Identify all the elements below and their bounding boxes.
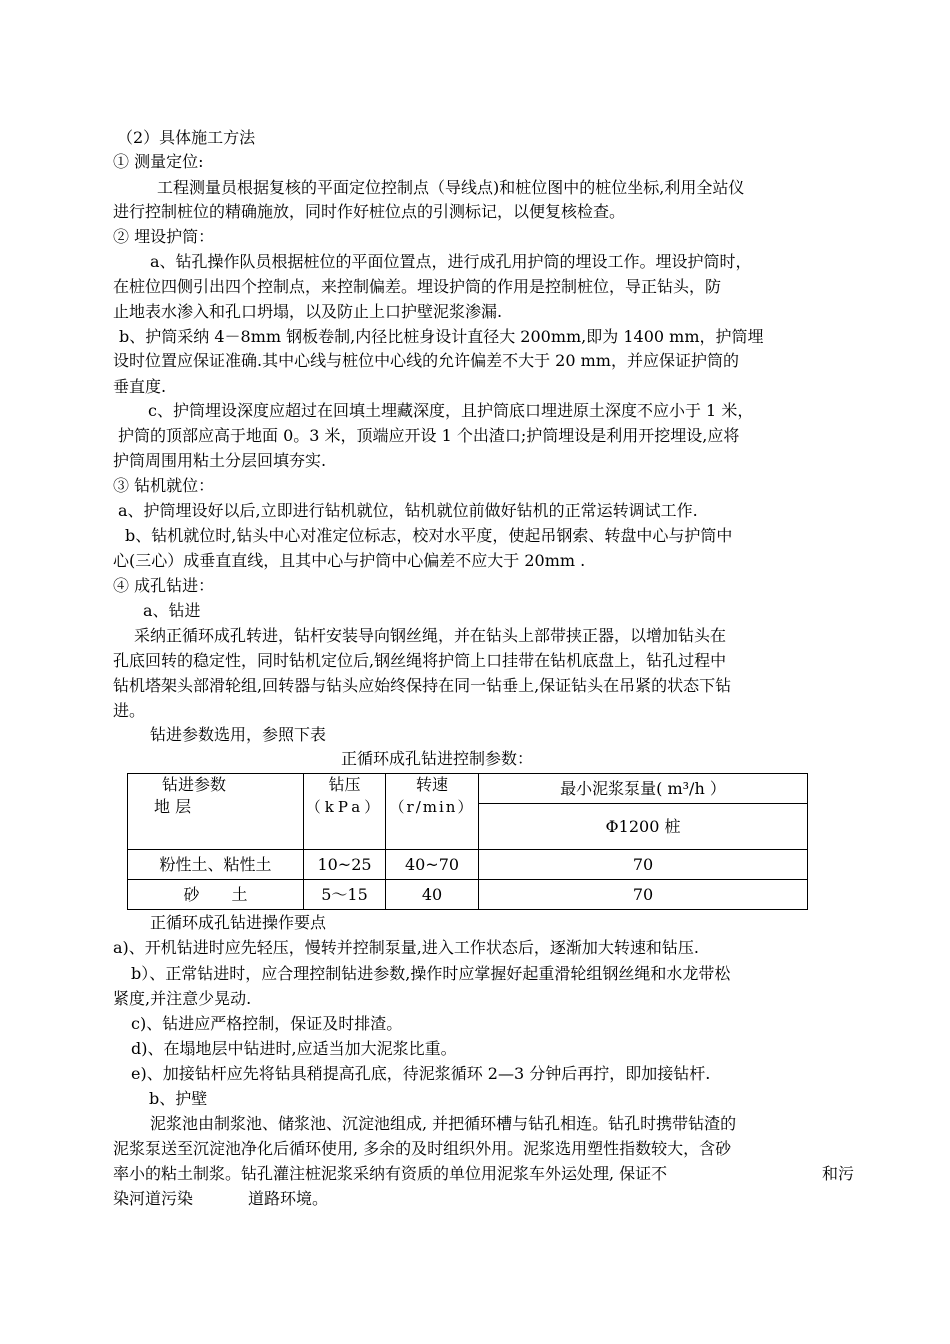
table-title: 正循环成孔钻进控制参数： — [341, 749, 534, 768]
rig-b-line-1: b、钻机就位时,钻头中心对准定位标志，校对水平度，使起吊钢索、转盘中心与护筒中 — [125, 526, 733, 545]
heading-drilling: ④ 成孔钻进： — [113, 576, 215, 595]
wall-line-4-b: 道路环境。 — [248, 1189, 329, 1208]
header-pile: Φ1200 桩 — [479, 804, 808, 850]
row-2-pump: 70 — [479, 880, 808, 910]
drilling-para-line-4: 进。 — [113, 701, 146, 720]
row-1-layer: 粉性土、粘性土 — [128, 850, 304, 880]
ops-b-line-1: b）、正常钻进时，应合理控制钻进参数,操作时应掌握好起重滑轮组钢丝绳和水龙带松 — [131, 964, 731, 983]
survey-line-1: 工程测量员根据复核的平面定位控制点（导线点)和桩位图中的桩位坐标,利用全站仪 — [157, 178, 745, 197]
row-1-speed: 40~70 — [386, 850, 479, 880]
header-pump: 最小泥浆泵量( m³/h ） — [479, 774, 808, 804]
ops-a: a)、开机钻进时应先轻压，慢转并控制泵量,进入工作状态后，逐渐加大转速和钻压. — [113, 938, 699, 957]
rig-a-line: a、护筒埋设好以后,立即进行钻机就位，钻机就位前做好钻机的正常运转调试工作. — [118, 501, 698, 520]
table-row — [128, 850, 808, 880]
row-2-speed: 40 — [386, 880, 479, 910]
header-param: 钻进参数 — [162, 775, 227, 794]
casing-b-line-3: 垂直度. — [113, 377, 167, 396]
drilling-para-line-1: 采纳正循环成孔转进，钻杆安装导向钢丝绳，并在钻头上部带挟正器，以增加钻头在 — [134, 626, 727, 645]
wall-line-3-tail: 和污 — [822, 1164, 855, 1183]
row-2-pressure: 5～15 — [304, 880, 386, 910]
drilling-subheading-a: a、钻进 — [143, 601, 201, 620]
header-layer: 地 层 — [154, 797, 192, 816]
casing-a-line-2: 在桩位四侧引出四个控制点，来控制偏差。埋设护筒的作用是控制桩位，导正钻头，防 — [113, 277, 722, 296]
casing-c-line-2: 护筒的顶部应高于地面 0。3 米，顶端应开设 1 个出渣口;护筒埋设是利用开挖埋设,应将 — [118, 426, 740, 445]
table-reference: 钻进参数选用，参照下表 — [150, 725, 327, 744]
rig-b-line-2: 心(三心）成垂直直线，且其中心与护筒中心偏差不应大于 20mm . — [113, 551, 586, 570]
wall-line-2: 泥浆泵送至沉淀池净化后循环使用, 多余的及时组织外用。泥浆选用塑性指数较大，含砂 — [113, 1139, 732, 1158]
drilling-para-line-2: 孔底回转的稳定性，同时钻机定位后,钢丝绳将护筒上口挂带在钻机底盘上，钻孔过程中 — [113, 651, 727, 670]
drilling-para-line-3: 钻机塔架头部滑轮组,回转器与钻头应始终保持在同一钻垂上,保证钻头在吊紧的状态下钻 — [113, 676, 732, 695]
drilling-params-table — [127, 773, 808, 910]
header-speed-unit: （r/min） — [389, 798, 475, 816]
header-pressure: 钻压 — [328, 775, 361, 794]
row-1-pump: 70 — [479, 850, 808, 880]
casing-b-line-2: 设时位置应保证准确.其中心线与桩位中心线的允许偏差不大于 20 mm，并应保证护筒的 — [113, 351, 739, 370]
casing-b-line-1: b、护筒采纳 4－8mm 钢板卷制,内径比桩身设计直径大 200mm,即为 1400 mm，护筒埋 — [119, 327, 764, 346]
drilling-subheading-b: b、护壁 — [149, 1089, 208, 1108]
casing-c-line-1: c、护筒埋设深度应超过在回填土埋藏深度，且护筒底口埋进原土深度不应小于 1 米， — [148, 401, 754, 420]
wall-line-4-a: 染河道污染 — [113, 1189, 194, 1208]
casing-a-line-3: 止地表水渗入和孔口坍塌，以及防止上口护壁泥浆渗漏. — [113, 302, 503, 321]
header-param-layer-cell — [128, 774, 304, 850]
table-row — [128, 880, 808, 910]
ops-c: c)、钻进应严格控制，保证及时排渣。 — [131, 1014, 403, 1033]
row-1-pressure: 10~25 — [304, 850, 386, 880]
heading-casing: ② 埋设护筒： — [113, 227, 215, 246]
ops-d: d)、在塌地层中钻进时,应适当加大泥浆比重。 — [131, 1039, 457, 1058]
section-title: （2）具体施工方法 — [117, 128, 256, 147]
survey-line-2: 进行控制桩位的精确施放，同时作好桩位点的引测标记，以便复核检查。 — [113, 202, 626, 221]
header-speed: 转速 — [415, 775, 448, 794]
header-speed-cell — [386, 774, 479, 850]
casing-c-line-3: 护筒周围用粘土分层回填夯实. — [113, 451, 327, 470]
casing-a-line-1: a、钻孔操作队员根据桩位的平面位置点，进行成孔用护筒的埋设工作。埋设护筒时， — [150, 252, 752, 271]
ops-title: 正循环成孔钻进操作要点 — [150, 913, 327, 932]
ops-e: e)、加接钻杆应先将钻具稍提高孔底，待泥浆循环 2—3 分钟后再拧，即加接钻杆. — [131, 1064, 711, 1083]
header-pressure-unit: （kPa） — [305, 798, 384, 816]
ops-b-line-2: 紧度,并注意少晃动. — [113, 989, 252, 1008]
heading-rig: ③ 钻机就位： — [113, 476, 215, 495]
wall-line-3: 率小的粘土制浆。钻孔灌注桩泥浆采纳有资质的单位用泥浆车外运处理, 保证不 — [113, 1164, 668, 1183]
heading-survey: ① 测量定位: — [113, 152, 204, 171]
header-pressure-cell — [304, 774, 386, 850]
wall-line-1: 泥浆池由制浆池、储浆池、沉淀池组成, 并把循环槽与钻孔相连。钻孔时携带钻渣的 — [150, 1114, 737, 1133]
row-2-layer: 砂 土 — [128, 880, 304, 910]
